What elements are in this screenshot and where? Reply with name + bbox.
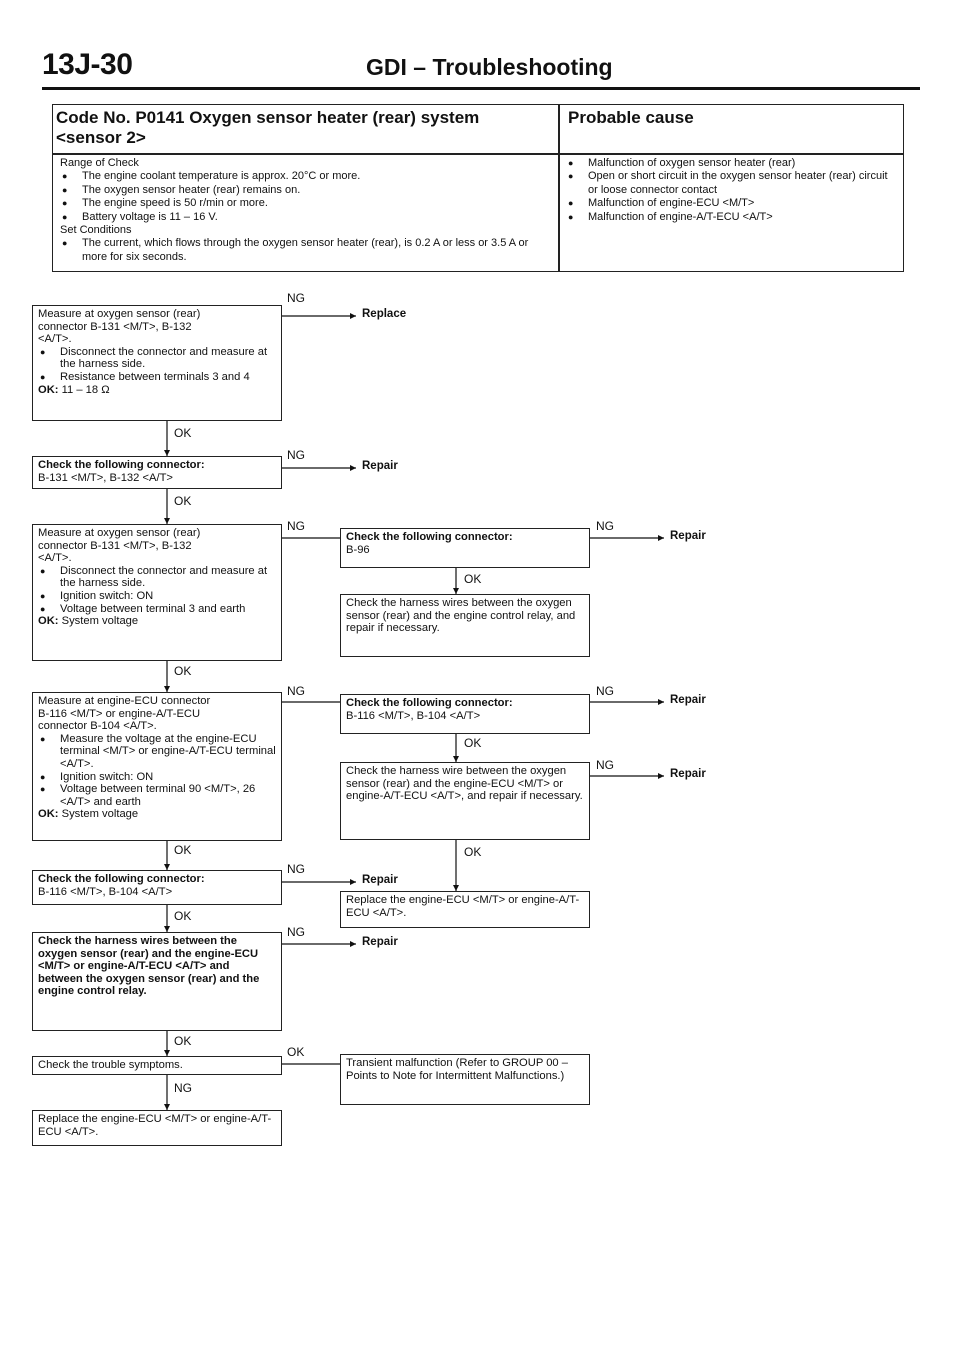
step3-ng-connector-box: Check the following connector: B-96 [340,528,590,568]
cause-item: ● Open or short circuit in the oxygen sensor heater (rear) circuit or loose connector contact [566,170,900,197]
cause-item: ● Malfunction of engine-ECU <M/T> [566,197,900,210]
result-repair: Repair [362,460,398,472]
ng-label: NG [596,758,614,772]
step4-line: B-116 <M/T> or engine-A/T-ECU [38,707,201,720]
ng-label: NG [287,862,305,876]
step4-line: connector B-104 <A/T>. [38,720,157,733]
step3-line: connector B-131 <M/T>, B-132 [38,539,192,552]
ng-label: NG [287,684,305,698]
ok-label: OK [174,843,192,857]
step6-harness-check-box: Check the harness wires between the oxygen sensor (rear) and the engine-ECU <M/T> or engine-A/T-ECU <A/T> and between the oxygen sensor (rear) and the engine control relay. [32,932,282,1031]
step4-line: Measure at engine-ECU connector [38,695,211,707]
step8-replace-ecu-box: Replace the engine-ECU <M/T> or engine-A/T-ECU <A/T>. [32,1110,282,1146]
step3-line: Measure at oxygen sensor (rear) [38,527,201,539]
ng-label: NG [596,684,614,698]
set-heading: Set Conditions [60,224,132,237]
result-repair: Repair [362,874,398,886]
step4-ng-harness-box: Check the harness wire between the oxygen sensor (rear) and the engine-ECU <M/T> or engine-A/T-ECU <A/T>, and repair if necessary. [340,762,590,840]
transient-malfunction-box: Transient malfunction (Refer to GROUP 00 – Points to Note for Intermittent Malfunctions.) [340,1054,590,1105]
range-item: ● The engine speed is 50 r/min or more. [60,197,550,210]
ng-label: NG [287,448,305,462]
ng-label: NG [596,519,614,533]
ok-label: OK [174,494,192,508]
step3-ng-harness-box: Check the harness wires between the oxygen sensor (rear) and the engine control relay, and repair if necessary. [340,594,590,657]
ng-label: NG [174,1081,192,1095]
ok-label: OK [464,845,482,859]
step4-ng-connector-box: Check the following connector: B-116 <M/T>, B-104 <A/T> [340,694,590,734]
step4-ng-replace-ecu-box: Replace the engine-ECU <M/T> or engine-A/T-ECU <A/T>. [340,891,590,928]
page-title: GDI – Troubleshooting [366,54,613,80]
ng-label: NG [287,291,305,305]
code-title-line2: <sensor 2> [56,128,146,147]
step4-bullet: ● Ignition switch: ON [38,771,276,784]
step3-measure-voltage-box [32,524,282,661]
code-title-line1: Code No. P0141 Oxygen sensor heater (rear) system [56,108,480,127]
ok-label: OK [174,664,192,678]
result-repair: Repair [670,768,706,780]
ok-label: OK [174,426,192,440]
step3-bullet: ● Disconnect the connector and measure at the harness side. [38,565,276,590]
probable-cause-header: Probable cause [568,108,694,127]
ok-label: OK [464,572,482,586]
range-heading: Range of Check [60,157,139,169]
result-replace: Replace [362,308,407,320]
step3-ok-criteria: OK: System voltage [38,615,139,628]
step1-line: Measure at oxygen sensor (rear) [38,308,201,320]
step7-trouble-symptoms-box: Check the trouble symptoms. [32,1056,282,1075]
step3-bullet: ● Voltage between terminal 3 and earth [38,603,276,616]
ok-label: OK [174,1034,192,1048]
cause-item: ● Malfunction of engine-A/T-ECU <A/T> [566,211,900,224]
step4-bullet: ● Measure the voltage at the engine-ECU terminal <M/T> or engine-A/T-ECU terminal <A/T>. [38,733,276,771]
page-number: 13J-30 [42,48,133,81]
result-repair: Repair [670,530,706,542]
ng-label: NG [287,925,305,939]
set-item: ● The current, which flows through the oxygen sensor heater (rear), is 0.2 A or less or 3.5 A or more for six seconds. [60,237,550,264]
step1-measure-resistance-box [32,305,282,421]
step1-line: <A/T>. [38,333,72,346]
result-repair: Repair [362,936,398,948]
step5-connector-check-box: Check the following connector: B-116 <M/T>, B-104 <A/T> [32,870,282,905]
step2-connector-check-box: Check the following connector: B-131 <M/T>, B-132 <A/T> [32,456,282,489]
range-item: ● The engine coolant temperature is approx. 20°C or more. [60,170,550,183]
step4-measure-ecu-box [32,692,282,841]
ok-label: OK [464,736,482,750]
range-item: ● Battery voltage is 11 – 16 V. [60,211,550,224]
step4-ok-criteria: OK: System voltage [38,808,139,821]
step1-ok-criteria: OK: 11 – 18 Ω [38,383,110,396]
step1-line: connector B-131 <M/T>, B-132 [38,320,192,333]
ok-label: OK [174,909,192,923]
ok-label: OK [287,1045,305,1059]
step3-line: <A/T>. [38,552,72,565]
result-repair: Repair [670,694,706,706]
cause-item: ● Malfunction of oxygen sensor heater (rear) [566,157,900,170]
ng-label: NG [287,519,305,533]
step3-bullet: ● Ignition switch: ON [38,590,276,603]
step1-bullet: ● Disconnect the connector and measure at the harness side. [38,346,276,371]
step1-bullet: ● Resistance between terminals 3 and 4 [38,371,276,384]
step4-bullet: ● Voltage between terminal 90 <M/T>, 26 <A/T> and earth [38,783,276,808]
range-item: ● The oxygen sensor heater (rear) remains on. [60,184,550,197]
